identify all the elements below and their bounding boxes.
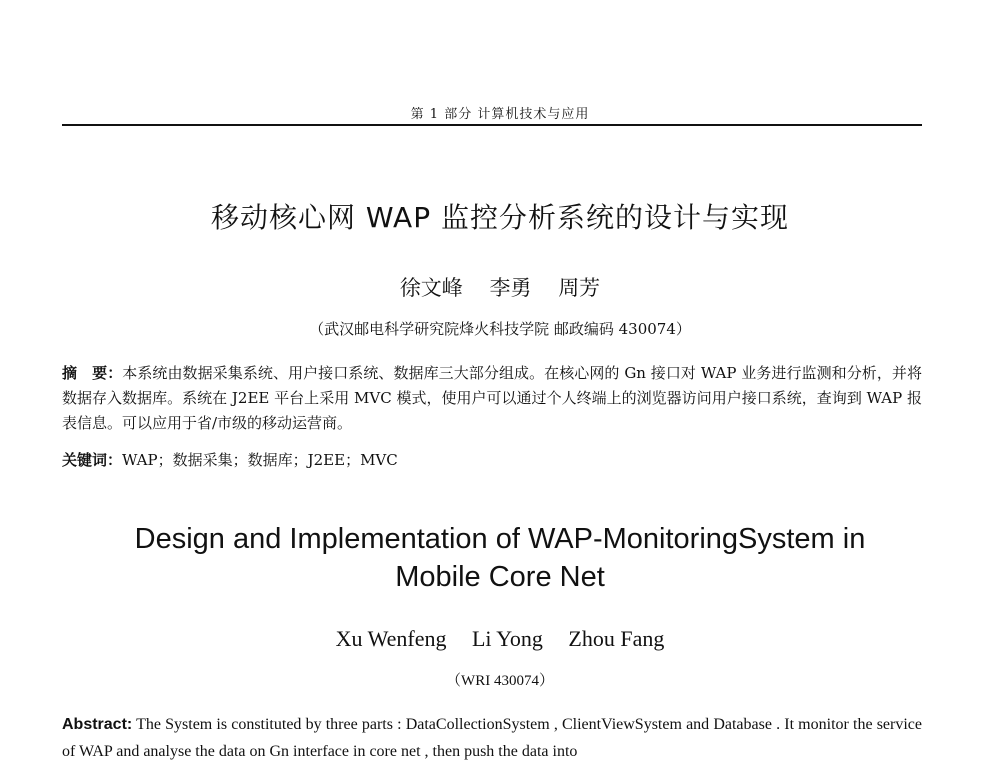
english-author-2: Li Yong — [471, 626, 543, 651]
english-author-1: Xu Wenfeng — [335, 626, 447, 651]
header-rule — [62, 124, 922, 126]
english-abstract-text: The System is constituted by three parts : DataCollectionSystem , ClientViewSystem and Database . It monitor the service of WAP and analyse the data on Gn interface in core net , then push the data into — [62, 716, 922, 760]
english-title-line-2: Mobile Core Net — [395, 561, 605, 593]
running-head: 第 1 部分 计算机技术与应用 — [410, 107, 590, 122]
english-title — [0, 520, 1000, 596]
chinese-keywords-text: WAP；数据采集；数据库；J2EE；MVC — [122, 451, 398, 469]
chinese-author-3: 周芳 — [558, 276, 601, 300]
chinese-author-1: 徐文峰 — [399, 276, 463, 300]
english-title-line-1: Design and Implementation of WAP-MonitoringSystem in — [134, 523, 866, 555]
chinese-keywords — [62, 448, 922, 473]
chinese-keywords-label: 关键词： — [62, 451, 123, 469]
chinese-abstract — [62, 361, 922, 436]
english-affiliation: （WRI 430074） — [446, 673, 554, 689]
chinese-title: 移动核心网 WAP 监控分析系统的设计与实现 — [211, 201, 789, 234]
chinese-abstract-label: 摘 要： — [62, 364, 123, 382]
english-abstract-label: Abstract: — [62, 716, 133, 733]
english-author-3: Zhou Fang — [568, 626, 665, 651]
chinese-authors — [0, 272, 1000, 302]
english-authors — [0, 626, 1000, 652]
english-abstract — [62, 711, 922, 765]
chinese-affiliation: （武汉邮电科学研究院烽火科技学院 邮政编码 430074） — [309, 320, 691, 338]
chinese-abstract-text: 本系统由数据采集系统、用户接口系统、数据库三大部分组成。在核心网的 Gn 接口对 WAP 业务进行监测和分析，并将数据存入数据库。系统在 J2EE 平台上采用 MVC 模式，使用户可以通过个人终端上的浏览器访问用户接口系统，查询到 WAP 报表信息。可以应用于省/市级的移动运营商。 — [62, 364, 922, 432]
chinese-author-2: 李勇 — [489, 276, 532, 300]
